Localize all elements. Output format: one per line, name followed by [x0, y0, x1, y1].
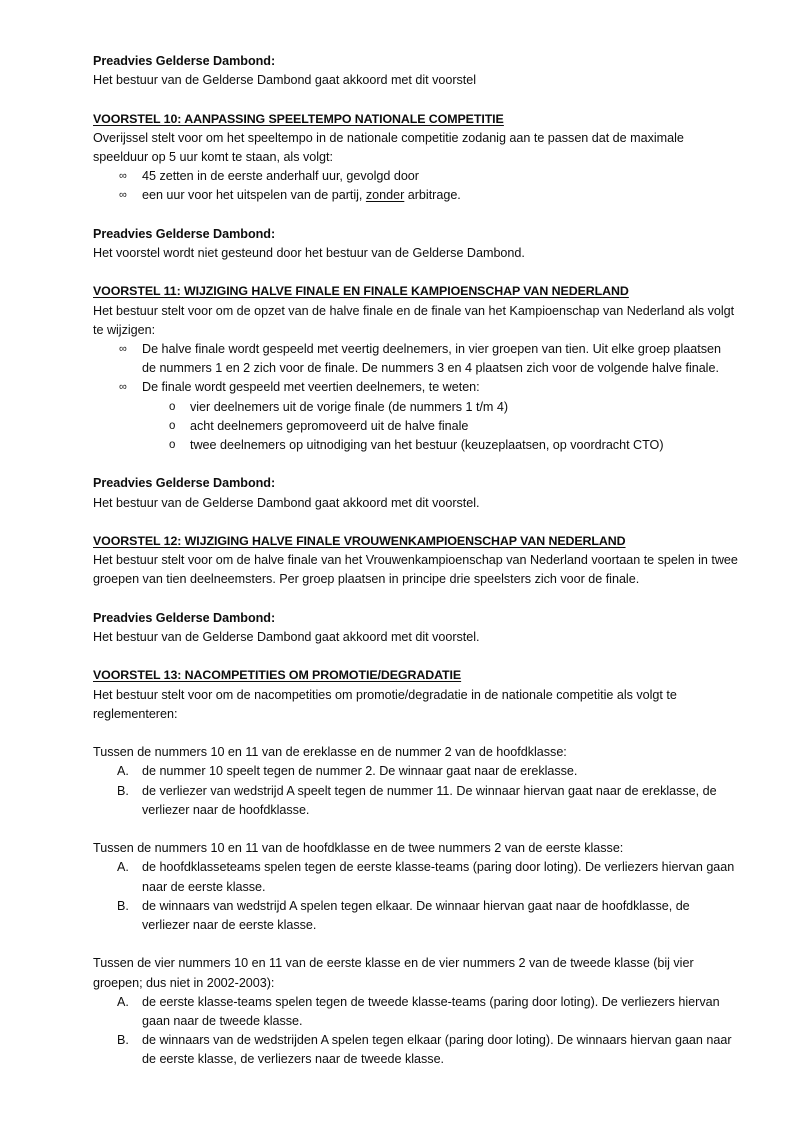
preadvies-block-11: [93, 474, 738, 512]
list-item: [93, 897, 738, 935]
list-item: [93, 378, 738, 397]
voorstel-10-bullet-list: [93, 167, 738, 205]
list-marker: B.: [117, 783, 129, 798]
list-item-text: de winnaars van de wedstrijden A spelen tegen elkaar (paring door loting). De winnaars hiervan gaan naar de eerste klasse, de verliezers naar de tweede klasse.: [142, 1033, 732, 1067]
list-marker: A.: [117, 994, 129, 1009]
list-item-text: [142, 188, 461, 202]
paragraph-spacer: [93, 590, 738, 609]
voorstel-11-heading: [93, 282, 738, 301]
paragraph-spacer: [93, 820, 738, 839]
preadvies-block-12: [93, 609, 738, 647]
list-item: [93, 1031, 738, 1069]
voorstel-10-heading: [93, 110, 738, 129]
list-item-text: twee deelnemers op uitnodiging van het bestuur (keuzeplaatsen, op voordracht CTO): [190, 438, 664, 453]
list-item-text: de winnaars van wedstrijd A spelen tegen elkaar. De winnaar hiervan gaat naar de hoofdklasse, de verliezer naar de eerste klasse.: [142, 898, 690, 932]
group-lettered-list: [93, 993, 738, 1070]
voorstel-11-intro: Het bestuur stelt voor om de opzet van de halve finale en de finale van het Kampioenschap van Nederland als volgt te wijzigen:: [93, 303, 735, 337]
voorstel-11-block: [93, 282, 738, 455]
list-item-text: de hoofdklasseteams spelen tegen de eerste klasse-teams (paring door loting). De verliezers hiervan gaan naar de eerste klasse.: [142, 860, 735, 894]
paragraph-spacer: [93, 724, 738, 743]
emphasis-underlined-word: zonder: [365, 188, 405, 203]
preadvies-label: Preadvies Gelderse Dambond:: [93, 610, 276, 625]
voorstel-13-intro: Het bestuur stelt voor om de nacompetities om promotie/degradatie in de nationale competitie als volgt te reglementeren:: [93, 687, 677, 721]
list-marker: A.: [117, 860, 129, 875]
nacompetitie-group-2: [93, 839, 738, 935]
list-item-text: de verliezer van wedstrijd A speelt tegen de nummer 11. De winnaar hiervan gaat naar de ereklasse, de verliezer naar de hoofdklasse.: [142, 783, 717, 817]
voorstel-10-intro: Overijssel stelt voor om het speeltempo in de nationale competitie zodanig aan te passen dat de maximale speelduur op 5 uur komt te staan, als volgt:: [93, 130, 684, 164]
preadvies-label: Preadvies Gelderse Dambond:: [93, 226, 276, 241]
list-item-text: vier deelnemers uit de vorige finale (de nummers 1 t/m 4): [190, 399, 509, 414]
group-lead-text: Tussen de nummers 10 en 11 van de ereklasse en de nummer 2 van de hoofdklasse:: [93, 745, 567, 760]
infinity-bullet-icon: ∞: [119, 170, 127, 183]
document-body: [93, 52, 738, 1070]
list-item-text-post: arbitrage.: [404, 188, 461, 203]
preadvies-body: Het bestuur van de Gelderse Dambond gaat akkoord met dit voorstel.: [93, 630, 480, 644]
paragraph-spacer: [93, 90, 738, 109]
circle-bullet-icon: o: [169, 400, 176, 413]
circle-bullet-icon: o: [169, 419, 176, 432]
voorstel-12-heading: [93, 532, 738, 551]
list-item: [93, 993, 738, 1031]
paragraph-spacer: [93, 263, 738, 282]
preadvies-body: Het bestuur van de Gelderse Dambond gaat akkoord met dit voorstel.: [93, 495, 480, 510]
group-lettered-list: [93, 858, 738, 935]
infinity-bullet-icon: ∞: [119, 343, 127, 355]
voorstel-13-block: [93, 666, 738, 1069]
voorstel-10-block: [93, 110, 738, 206]
list-item-text: De finale wordt gespeeld met veertien deelnemers, te weten:: [142, 380, 480, 395]
voorstel-11-bullet-list: [93, 340, 738, 398]
list-item: [93, 340, 738, 378]
list-item-text-pre: een uur voor het uitspelen van de partij,: [142, 188, 366, 203]
list-item: [93, 186, 738, 205]
nacompetitie-group-3: [93, 954, 738, 1069]
paragraph-spacer: [93, 935, 738, 954]
paragraph-spacer: [93, 206, 738, 225]
list-item: [93, 762, 738, 781]
voorstel-11-heading-text: VOORSTEL 11: WIJZIGING HALVE FINALE EN FINALE KAMPIOENSCHAP VAN NEDERLAND: [93, 284, 629, 299]
list-item: [93, 167, 738, 186]
voorstel-13-heading: [93, 666, 738, 685]
group-lead-text: Tussen de nummers 10 en 11 van de hoofdklasse en de twee nummers 2 van de eerste klasse:: [93, 841, 624, 856]
infinity-bullet-icon: ∞: [119, 189, 127, 202]
list-marker: A.: [117, 764, 129, 779]
list-item: [93, 398, 738, 417]
preadvies-label: Preadvies Gelderse Dambond:: [93, 54, 276, 68]
list-item: [93, 782, 738, 820]
group-lead-text: Tussen de vier nummers 10 en 11 van de eerste klasse en de vier nummers 2 van de tweede klasse (bij vier groepen; dus niet in 2002-2003):: [93, 956, 694, 990]
preadvies-body: Het bestuur van de Gelderse Dambond gaat akkoord met dit voorstel: [93, 73, 477, 88]
voorstel-10-heading-text: VOORSTEL 10: AANPASSING SPEELTEMPO NATIONALE COMPETITIE: [93, 111, 504, 126]
list-item-text: de eerste klasse-teams spelen tegen de tweede klasse-teams (paring door loting). De verliezers hiervan gaan naar de tweede klasse.: [142, 994, 720, 1028]
paragraph-spacer: [93, 455, 738, 474]
list-marker: B.: [117, 1033, 129, 1048]
infinity-bullet-icon: ∞: [119, 381, 127, 394]
list-item-text: 45 zetten in de eerste anderhalf uur, gevolgd door: [142, 169, 419, 184]
preadvies-body: Het voorstel wordt niet gesteund door het bestuur van de Gelderse Dambond.: [93, 246, 525, 260]
preadvies-block-10: [93, 225, 738, 263]
list-item: [93, 858, 738, 896]
list-item-text: de nummer 10 speelt tegen de nummer 2. De winnaar gaat naar de ereklasse.: [142, 764, 578, 779]
voorstel-12-block: [93, 532, 738, 590]
group-lettered-list: [93, 762, 738, 820]
list-item: [93, 436, 738, 455]
list-item: [93, 417, 738, 436]
voorstel-11-subbullet-list: [93, 398, 738, 456]
preadvies-block-9: [93, 52, 738, 90]
list-item-text: acht deelnemers gepromoveerd uit de halve finale: [190, 418, 469, 433]
nacompetitie-group-1: [93, 743, 738, 820]
list-marker: B.: [117, 898, 129, 913]
voorstel-12-heading-text: VOORSTEL 12: WIJZIGING HALVE FINALE VROUWENKAMPIOENSCHAP VAN NEDERLAND: [93, 534, 626, 548]
voorstel-13-heading-text: VOORSTEL 13: NACOMPETITIES OM PROMOTIE/DEGRADATIE: [93, 668, 462, 683]
circle-bullet-icon: o: [169, 439, 176, 452]
list-item-text: De halve finale wordt gespeeld met veertig deelnemers, in vier groepen van tien. Uit elke groep plaatsen de nummers 1 en 2 zich voor de finale. De nummers 3 en 4 plaatsen zich voor de volgende halve finale.: [142, 342, 721, 376]
preadvies-label: Preadvies Gelderse Dambond:: [93, 476, 276, 491]
paragraph-spacer: [93, 647, 738, 666]
voorstel-12-intro: Het bestuur stelt voor om de halve finale van het Vrouwenkampioenschap van Nederland voortaan te spelen in twee groepen van tien deelneemsters. Per groep plaatsen in principe drie speelsters zich voor de finale.: [93, 553, 738, 587]
paragraph-spacer: [93, 513, 738, 532]
